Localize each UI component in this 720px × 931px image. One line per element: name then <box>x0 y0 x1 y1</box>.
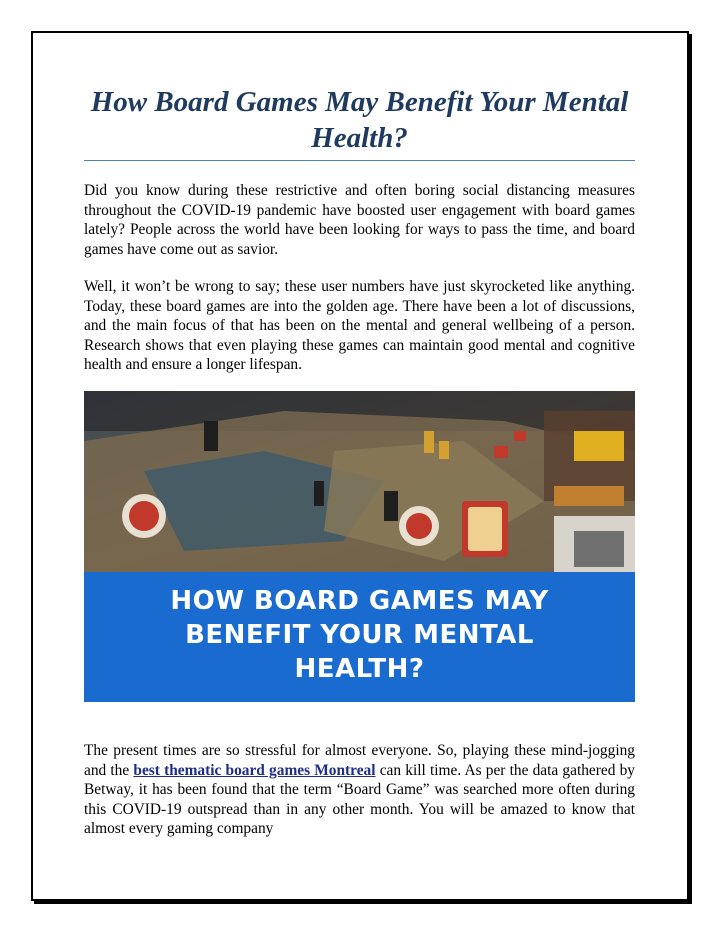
image-banner <box>84 572 635 702</box>
page-title: How Board Games May Benefit Your Mental Health? <box>90 86 629 154</box>
board-game-photo-banner <box>84 391 635 702</box>
title-underline <box>84 160 635 161</box>
image-banner-text: HOW BOARD GAMES MAY BENEFIT YOUR MENTAL HEALTH? <box>170 586 549 684</box>
paragraph-3-start: The present times are so stressful for almost everyone. So, playing these mind-jogging and the <box>84 742 635 779</box>
paragraph-intro: Did you know during these restrictive and often boring social distancing measures throughout the COVID-19 pandemic have boosted user engagement with board games lately? People across the world have been looking for ways to pass the time, and board games have come out as savior. <box>84 182 635 258</box>
paragraph-golden-age: Well, it won’t be wrong to say; these user numbers have just skyrocketed like anything. Today, these board games are into the golden age. There have been a lot of discussions, and the main focus of that has been on the mental and general wellbeing of a person. Research shows that even playing these games can maintain good mental and cognitive health and ensure a longer lifespan. <box>84 278 635 374</box>
paragraph-3-end: can kill time. As per the data gathered by Betway, it has been found that the term “Board Game” was searched more often during this COVID-19 outspread than in any other month. You will be amazed to know that almost every gaming company <box>84 761 635 838</box>
thematic-board-games-link[interactable]: best thematic board games Montreal <box>133 761 376 779</box>
board-game-photo <box>84 391 635 572</box>
paragraph-stress <box>84 741 635 839</box>
